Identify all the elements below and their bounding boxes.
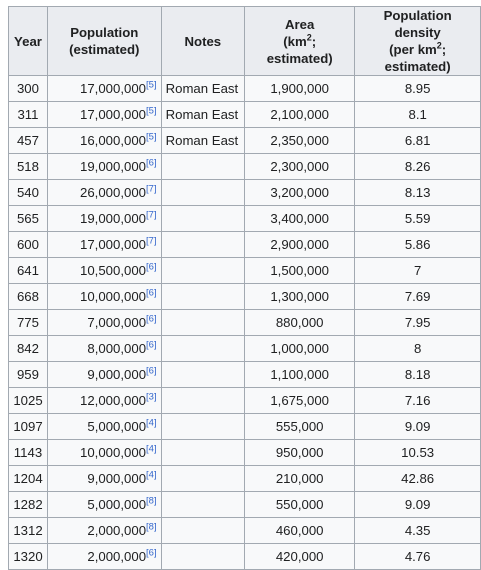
population-value: 10,500,000 (80, 263, 147, 278)
reference-link[interactable]: [5] (146, 131, 157, 143)
header-area-title: Area (285, 16, 315, 32)
population-cell (47, 388, 161, 414)
notes-cell (161, 258, 244, 284)
notes-cell (161, 336, 244, 362)
population-value: 8,000,000 (87, 341, 147, 356)
area-cell: 555,000 (245, 414, 355, 440)
notes-cell (161, 388, 244, 414)
population-cell (47, 76, 161, 102)
density-cell: 8.18 (355, 362, 481, 388)
notes-cell (161, 544, 244, 570)
table-row (9, 232, 481, 258)
population-value: 19,000,000 (80, 159, 147, 174)
population-cell (47, 310, 161, 336)
notes-cell (161, 232, 244, 258)
population-cell (47, 466, 161, 492)
year-cell: 565 (9, 206, 48, 232)
population-cell (47, 362, 161, 388)
density-cell: 8.1 (355, 102, 481, 128)
year-cell: 1097 (9, 414, 48, 440)
year-cell: 1204 (9, 466, 48, 492)
year-cell: 842 (9, 336, 48, 362)
header-year[interactable]: Year (9, 7, 48, 76)
notes-cell (161, 362, 244, 388)
area-cell: 420,000 (245, 544, 355, 570)
area-cell: 460,000 (245, 518, 355, 544)
population-cell (47, 544, 161, 570)
table-row (9, 388, 481, 414)
density-cell: 7.16 (355, 388, 481, 414)
header-population-density[interactable]: Population density (per $km^2$; estimated) (355, 7, 481, 76)
population-cell (47, 414, 161, 440)
table-row (9, 284, 481, 310)
header-notes[interactable]: Notes (161, 7, 244, 76)
reference-link[interactable]: [4] (146, 443, 157, 455)
population-cell (47, 336, 161, 362)
population-cell (47, 102, 161, 128)
reference-link[interactable]: [6] (146, 261, 157, 273)
table-row (9, 362, 481, 388)
table-row (9, 154, 481, 180)
table-row (9, 440, 481, 466)
population-value: 26,000,000 (80, 185, 147, 200)
header-population-title: Population (70, 25, 139, 40)
density-cell: 8 (355, 336, 481, 362)
header-population-subtitle: (estimated) (69, 42, 140, 57)
reference-link[interactable]: [3] (146, 391, 157, 403)
area-cell: 880,000 (245, 310, 355, 336)
reference-link[interactable]: [8] (146, 495, 157, 507)
population-cell (47, 284, 161, 310)
reference-link[interactable]: [4] (146, 469, 157, 481)
population-cell (47, 518, 161, 544)
header-area[interactable]: Area ($km^2$; estimated) (245, 7, 355, 76)
notes-cell (161, 206, 244, 232)
population-value: 16,000,000 (80, 133, 147, 148)
table-body (9, 76, 481, 570)
density-cell: 4.35 (355, 518, 481, 544)
density-cell: 7.95 (355, 310, 481, 336)
population-value: 9,000,000 (87, 367, 147, 382)
density-cell: 9.09 (355, 492, 481, 518)
population-cell (47, 440, 161, 466)
reference-link[interactable]: [6] (146, 339, 157, 351)
population-value: 12,000,000 (80, 393, 147, 408)
reference-link[interactable]: [5] (146, 79, 157, 91)
header-density-title: Population density (383, 8, 452, 40)
density-cell: 8.26 (355, 154, 481, 180)
population-cell (47, 206, 161, 232)
area-cell: 210,000 (245, 466, 355, 492)
year-cell: 775 (9, 310, 48, 336)
area-cell: 1,500,000 (245, 258, 355, 284)
population-cell (47, 492, 161, 518)
area-cell: 2,300,000 (245, 154, 355, 180)
table-row (9, 544, 481, 570)
population-value: 7,000,000 (87, 315, 147, 330)
population-cell (47, 154, 161, 180)
density-cell: 7.69 (355, 284, 481, 310)
population-cell (47, 180, 161, 206)
notes-cell: Roman East (161, 76, 244, 102)
notes-cell (161, 310, 244, 336)
notes-cell (161, 154, 244, 180)
population-value: 17,000,000 (80, 107, 147, 122)
reference-link[interactable]: [6] (146, 157, 157, 169)
table-row (9, 206, 481, 232)
density-cell: 9.09 (355, 414, 481, 440)
year-cell: 668 (9, 284, 48, 310)
population-cell (47, 128, 161, 154)
table-row (9, 310, 481, 336)
year-cell: 457 (9, 128, 48, 154)
area-cell: 1,300,000 (245, 284, 355, 310)
year-cell: 641 (9, 258, 48, 284)
table-row (9, 336, 481, 362)
area-cell: 950,000 (245, 440, 355, 466)
density-cell: 7 (355, 258, 481, 284)
header-row (9, 7, 481, 76)
year-cell: 311 (9, 102, 48, 128)
table-row (9, 466, 481, 492)
reference-link[interactable]: [6] (146, 313, 157, 325)
table-row (9, 128, 481, 154)
density-cell: 8.95 (355, 76, 481, 102)
density-cell: 5.59 (355, 206, 481, 232)
table-row (9, 180, 481, 206)
reference-link[interactable]: [7] (146, 235, 157, 247)
notes-cell: Roman East (161, 128, 244, 154)
population-cell (47, 232, 161, 258)
area-cell: 1,900,000 (245, 76, 355, 102)
population-value: 5,000,000 (87, 419, 147, 434)
reference-link[interactable]: [7] (146, 209, 157, 221)
area-cell: 1,000,000 (245, 336, 355, 362)
year-cell: 1282 (9, 492, 48, 518)
notes-cell (161, 518, 244, 544)
notes-cell (161, 180, 244, 206)
population-cell (47, 258, 161, 284)
density-cell: 8.13 (355, 180, 481, 206)
population-value: 10,000,000 (80, 289, 147, 304)
population-value: 5,000,000 (87, 497, 147, 512)
year-cell: 1143 (9, 440, 48, 466)
population-value: 17,000,000 (80, 237, 147, 252)
density-cell: 42.86 (355, 466, 481, 492)
year-cell: 1025 (9, 388, 48, 414)
area-cell: 1,100,000 (245, 362, 355, 388)
population-value: 19,000,000 (80, 211, 147, 226)
density-cell: 5.86 (355, 232, 481, 258)
population-value: 2,000,000 (87, 523, 147, 538)
population-value: 2,000,000 (87, 549, 147, 564)
year-cell: 518 (9, 154, 48, 180)
table-row (9, 414, 481, 440)
year-cell: 300 (9, 76, 48, 102)
table-row (9, 492, 481, 518)
population-value: 17,000,000 (80, 81, 147, 96)
table-row (9, 258, 481, 284)
reference-link[interactable]: [4] (146, 417, 157, 429)
year-cell: 1312 (9, 518, 48, 544)
area-cell: 3,200,000 (245, 180, 355, 206)
population-value: 9,000,000 (87, 471, 147, 486)
notes-cell (161, 440, 244, 466)
reference-link[interactable]: [8] (146, 521, 157, 533)
year-cell: 540 (9, 180, 48, 206)
area-cell: 3,400,000 (245, 206, 355, 232)
reference-link[interactable]: [7] (146, 183, 157, 195)
area-cell: 550,000 (245, 492, 355, 518)
reference-link[interactable]: [6] (146, 365, 157, 377)
reference-link[interactable]: [6] (146, 287, 157, 299)
year-cell: 600 (9, 232, 48, 258)
reference-link[interactable]: [5] (146, 105, 157, 117)
density-cell: 4.76 (355, 544, 481, 570)
area-cell: 1,675,000 (245, 388, 355, 414)
table-row (9, 76, 481, 102)
population-table (8, 6, 481, 570)
notes-cell (161, 466, 244, 492)
reference-link[interactable]: [6] (146, 547, 157, 559)
population-value: 10,000,000 (80, 445, 147, 460)
area-cell: 2,100,000 (245, 102, 355, 128)
notes-cell: Roman East (161, 102, 244, 128)
notes-cell (161, 492, 244, 518)
notes-cell (161, 284, 244, 310)
area-cell: 2,350,000 (245, 128, 355, 154)
table-row (9, 102, 481, 128)
table-row (9, 518, 481, 544)
year-cell: 959 (9, 362, 48, 388)
area-cell: 2,900,000 (245, 232, 355, 258)
notes-cell (161, 414, 244, 440)
density-cell: 10.53 (355, 440, 481, 466)
density-cell: 6.81 (355, 128, 481, 154)
header-population[interactable] (47, 7, 161, 76)
year-cell: 1320 (9, 544, 48, 570)
